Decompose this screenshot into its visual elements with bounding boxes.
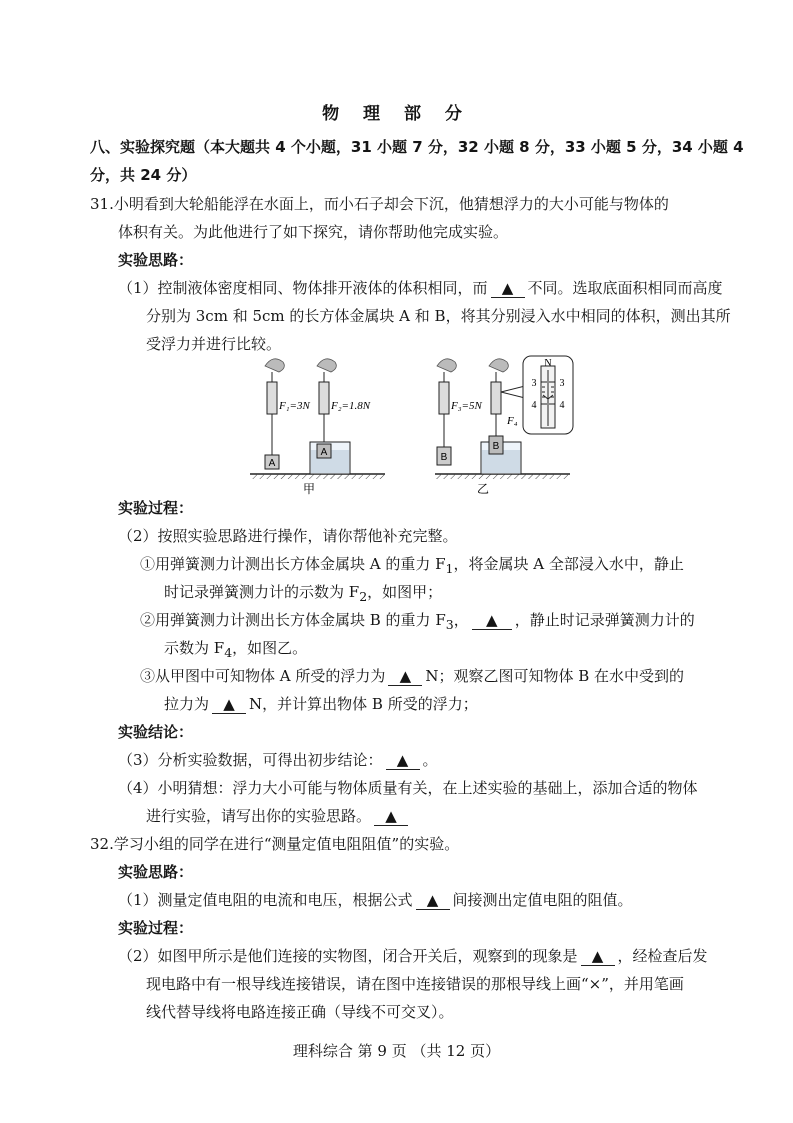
answer-blank[interactable]: ▲ — [386, 752, 420, 770]
answer-blank[interactable]: ▲ — [212, 696, 246, 714]
figure-label-jia: 甲 — [303, 482, 316, 496]
q31-step2-line2: 示数为 $F_4$，如图乙。 — [164, 639, 308, 660]
q32-part2-line1: （2）如图甲所示是他们连接的实物图，闭合开关后，观察到的现象是 ▲ ，经检查后发 — [118, 947, 708, 965]
q32-part2-line3: 线代替导线将电路连接正确（导线不可交叉）。 — [146, 1003, 454, 1021]
answer-blank[interactable]: ▲ — [374, 808, 408, 826]
q31-intro-line1: 31.小明看到大轮船能浮在水面上，而小石子却会下沉，他猜想浮力的大小可能与物体的 — [90, 195, 669, 213]
block-a-label: A — [268, 458, 276, 469]
f2-label: F₂=1.8N — [331, 400, 371, 412]
q31-part4-line1: （4）小明猜想：浮力大小可能与物体质量有关，在上述实验的基础上，添加合适的物体 — [118, 779, 698, 797]
q32-part1: （1）测量定值电阻的电流和电压，根据公式 ▲ 间接测出定值电阻的阻值。 — [118, 891, 633, 909]
spring-scale-b-in-water — [489, 359, 508, 436]
answer-blank[interactable]: ▲ — [388, 668, 422, 686]
answer-blank[interactable]: ▲ — [491, 280, 525, 298]
buoyancy-experiment-figure — [245, 352, 590, 502]
q31-idea-heading: 实验思路： — [118, 251, 194, 269]
q32-number: 32. — [90, 835, 114, 853]
scale-tick-3-left: 3 — [531, 378, 537, 389]
scale-tick-4-right: 4 — [559, 400, 565, 411]
block-b-label: B — [440, 452, 448, 463]
q31-part2: （2）按照实验思路进行操作，请你帮他补充完整。 — [118, 527, 458, 545]
q31-intro-line2: 体积有关。为此他进行了如下探究，请你帮助他完成实验。 — [118, 223, 509, 241]
page-title: 物 理 部 分 — [322, 104, 471, 124]
figure-label-yi: 乙 — [477, 482, 490, 496]
f4-label: F₄ — [507, 415, 518, 427]
svg-text:B: B — [492, 441, 500, 452]
scale-unit: N — [544, 358, 552, 369]
f1-label: F₁=3N — [279, 400, 310, 412]
q31-step1-line1: ①用弹簧测力计测出长方体金属块 A 的重力 $F_1$，将金属块 A 全部浸入水中，静止 — [140, 555, 684, 576]
answer-blank[interactable]: ▲ — [472, 612, 512, 630]
q31-step1-line2: 时记录弹簧测力计的示数为 $F_2$，如图甲； — [164, 583, 443, 604]
q31-number: 31. — [90, 195, 114, 213]
q31-conclusion-heading: 实验结论： — [118, 723, 194, 741]
q31-step3-line2: 拉力为 ▲ N，并计算出物体 B 所受的浮力； — [164, 695, 478, 713]
q31-part1-line3: 受浮力并进行比较。 — [146, 335, 282, 353]
page-footer: 理科综合 第 9 页 （共 12 页） — [292, 1042, 501, 1060]
answer-blank[interactable]: ▲ — [581, 948, 615, 966]
answer-blank[interactable]: ▲ — [416, 892, 450, 910]
svg-text:A: A — [320, 447, 328, 458]
section-heading-cont: 分，共 24 分） — [90, 166, 197, 184]
scale-tick-3-right: 3 — [559, 378, 565, 389]
q32-part2-line2: 现电路中有一根导线连接错误，请在图中连接错误的那根导线上画“×”，并用笔画 — [146, 975, 684, 993]
f3-label: F₃=5N — [451, 400, 482, 412]
q31-part3: （3）分析实验数据，可得出初步结论： ▲ 。 — [118, 751, 438, 769]
scale-tick-4-left: 4 — [531, 400, 537, 411]
q32-intro: 32.学习小组的同学在进行“测量定值电阻阻值”的实验。 — [90, 835, 460, 853]
q31-part4-line2: 进行实验，请写出你的实验思路。 ▲ — [146, 806, 411, 826]
q32-idea-heading: 实验思路： — [118, 863, 194, 881]
q31-part1-line2: 分别为 3cm 和 5cm 的长方体金属块 A 和 B，将其分别浸入水中相同的体积，测出其所 — [146, 307, 731, 325]
q31-step2-line1: ②用弹簧测力计测出长方体金属块 B 的重力 $F_3$， ▲ ，静止时记录弹簧测力计的 — [140, 611, 695, 632]
q31-step3-line1: ③从甲图中可知物体 A 所受的浮力为 ▲ N；观察乙图可知物体 B 在水中受到的 — [140, 667, 685, 685]
q31-process-heading: 实验过程： — [118, 499, 194, 517]
q32-process-heading: 实验过程： — [118, 919, 194, 937]
q31-part1-line1: （1）控制液体密度相同、物体排开液体的体积相同，而 ▲ 不同。选取底面积相同而高度 — [118, 279, 723, 297]
section-heading: 八、实验探究题（本大题共 4 个小题，31 小题 7 分，32 小题 8 分，33 小题 5 分，34 小题 4 — [90, 138, 744, 156]
